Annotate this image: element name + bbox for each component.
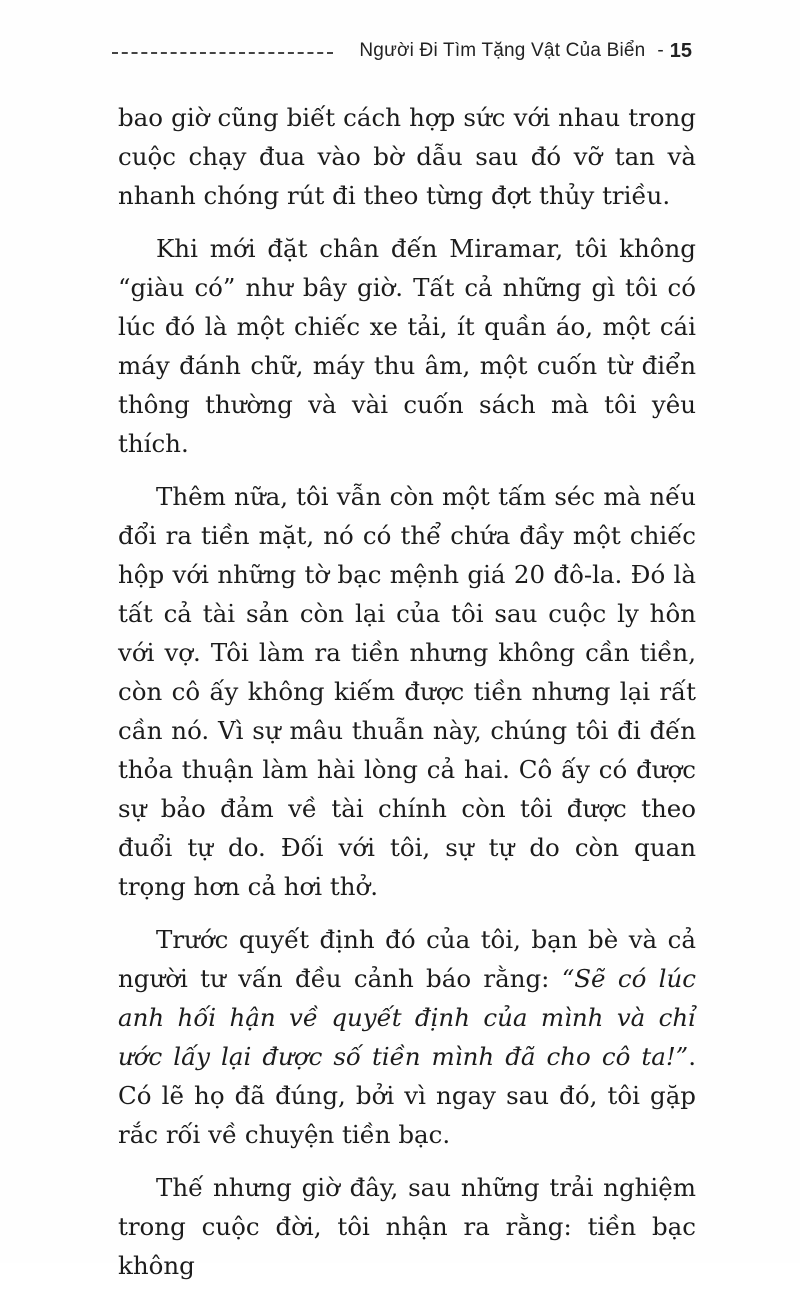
header-separator: - xyxy=(657,40,664,61)
warning-lead-text: Trước quyết định đó của tôi, bạn bè và cả người tư vấn đều cảnh báo rằng: xyxy=(118,925,696,993)
paragraph-realization: Thế nhưng giờ đây, sau những trải nghiệm trong cuộc đời, tôi nhận ra rằng: tiền bạc không xyxy=(118,1173,696,1280)
page-number: 15 xyxy=(669,39,692,62)
paragraph-continuation: bao giờ cũng biết cách hợp sức với nhau trong cuộc chạy đua vào bờ dẫu sau đó vỡ tan và nhanh chóng rút đi theo từng đợt thủy triều. xyxy=(118,103,696,210)
book-title: Người Đi Tìm Tặng Vật Của Biển xyxy=(359,40,646,61)
warning-tail-text: . Có lẽ họ đã đúng, bởi vì ngay sau đó, tôi gặp rắc rối về chuyện tiền bạc. xyxy=(118,1042,696,1149)
page-body xyxy=(118,98,696,1299)
paragraph-check-divorce: Thêm nữa, tôi vẫn còn một tấm séc mà nếu đổi ra tiền mặt, nó có thể chứa đầy một chiếc hộp với những tờ bạc mệnh giá 20 đô-la. Đó là tất cả tài sản còn lại của tôi sau cuộc ly hôn với vợ. Tôi làm ra tiền nhưng không cần tiền, còn cô ấy không kiếm được tiền nhưng lại rất cần nó. Vì sự mâu thuẫn này, chúng tôi đi đến thỏa thuận làm hài lòng cả hai. Cô ấy có được sự bảo đảm về tài chính còn tôi được theo đuổi tự do. Đối với tôi, sự tự do còn quan trọng hơn cả hơi thở. xyxy=(118,482,696,901)
paragraph-warning xyxy=(118,920,696,1154)
running-header xyxy=(112,36,692,66)
warning-quote: “Sẽ có lúc anh hối hận về quyết định của mình và chỉ ước lấy lại được số tiền mình đã cho cô ta!” xyxy=(118,964,696,1071)
paragraph-arrival: Khi mới đặt chân đến Miramar, tôi không “giàu có” như bây giờ. Tất cả những gì tôi có lúc đó là một chiếc xe tải, ít quần áo, một cái máy đánh chữ, máy thu âm, một cuốn từ điển thông thường và vài cuốn sách mà tôi yêu thích. xyxy=(118,234,696,458)
header-dashed-rule xyxy=(112,52,333,54)
